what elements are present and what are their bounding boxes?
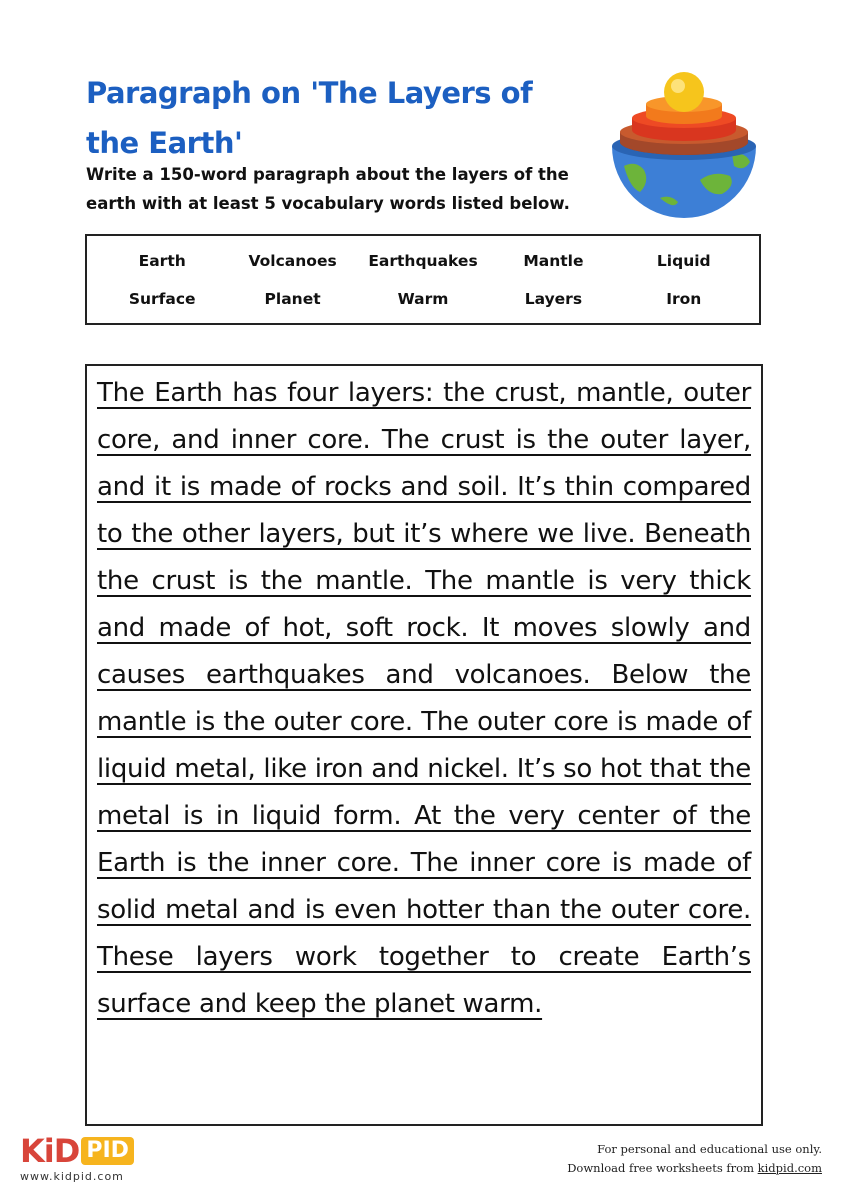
vocab-word: Warm [397,289,449,308]
vocab-word: Earth [138,251,186,270]
vocab-word: Layers [524,289,583,308]
page-title: Paragraph on 'The Layers of the Earth' [86,76,533,160]
footer-link[interactable]: kidpid.com [757,1161,822,1175]
vocab-word: Surface [128,289,196,308]
logo-pid-badge: PID [81,1137,134,1165]
earth-layers-icon [604,70,764,220]
paragraph-box [85,364,763,1126]
kidpid-logo [20,1134,134,1168]
sample-paragraph: The Earth has four layers: the crust, mantle, outer core, and inner core. The crust is the outer layer, and it is made of rocks and soil. It’s thin compared to the other layers, but it’s where we live. Beneath the crust is the mantle. The mantle is very thick and made of hot, soft rock. It moves slowly and causes earthquakes and volcanoes. Below the mantle is the outer core. The outer core is made of liquid metal, like iron and nickel. It’s so hot that the metal is in liquid form. At the very center of the Earth is the inner core. The inner core is made of solid metal and is even hotter than the outer core. These layers work together to create Earth’s surface and keep the planet warm. [97,378,751,1019]
logo-url: www.kidpid.com [20,1170,124,1183]
footer-usage: For personal and educational use only. [597,1142,822,1156]
footer-download-text: Download free worksheets from [567,1161,758,1175]
footer-note [567,1140,822,1178]
vocab-word: Iron [666,289,702,308]
logo-kid-text: KiD [20,1132,80,1170]
vocab-word: Planet [264,289,321,308]
vocab-word: Liquid [656,251,711,270]
vocabulary-box [85,234,761,325]
instructions: Write a 150-word paragraph about the layers of the earth with at least 5 vocabulary words listed below. [86,165,570,213]
vocab-word: Mantle [523,251,584,270]
vocab-word: Volcanoes [248,251,337,270]
vocab-word: Earthquakes [368,251,478,270]
footer-download [567,1159,822,1178]
